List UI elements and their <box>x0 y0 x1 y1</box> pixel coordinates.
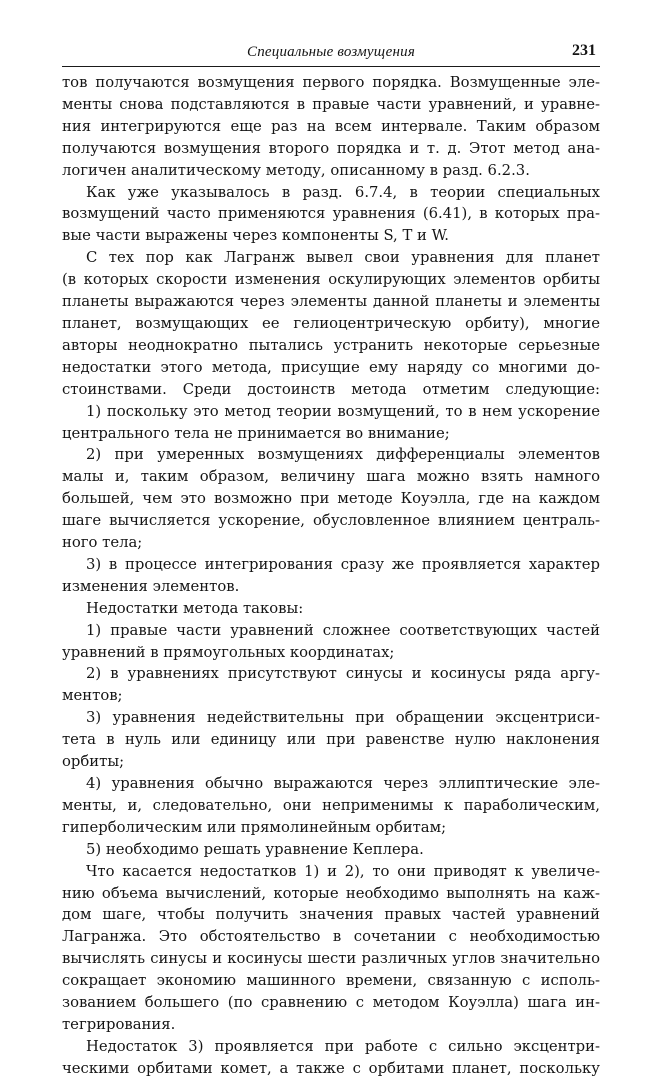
text-line: орбиты; <box>62 753 125 771</box>
text-line: (в которых скорости изменения оскулирующих элементов орбиты <box>62 271 600 289</box>
text-line: Как уже указывалось в разд. 6.7.4, в теории специальных <box>86 183 600 201</box>
text-line: зованием большего (по сравнению с методом Коуэлла) шага ин- <box>62 994 600 1012</box>
text-line: получаются возмущения второго порядка и т. д. Этот метод ана- <box>62 139 600 157</box>
text-line: вычислять синусы и косинусы шести различных углов значительно <box>62 950 600 968</box>
text-line: изменения элементов. <box>62 577 240 595</box>
text-line: недостатки этого метода, присущие ему наряду со многими до- <box>62 358 600 376</box>
running-title: Специальные возмущения <box>246 44 416 60</box>
text-line: тов получаются возмущения первого порядка. Возмущенные эле- <box>62 74 600 91</box>
text-line: Что касается недостатков 1) и 2), то они приводят к увеличе- <box>86 862 600 880</box>
text-line: 5) необходимо решать уравнение Кеплера. <box>86 840 424 858</box>
text-line: Недостаток 3) проявляется при работе с сильно эксцентри- <box>86 1037 600 1055</box>
text-line: 1) поскольку это метод теории возмущений, то в нем ускорение <box>86 402 600 420</box>
body-text <box>62 72 600 1080</box>
text-line: ного тела; <box>62 534 143 552</box>
text-line: планеты выражаются через элементы данной планеты и элементы <box>62 293 600 311</box>
text-line: 3) уравнения недействительны при обращении эксцентриси- <box>86 709 600 727</box>
text-line: 2) при умеренных возмущениях дифференциалы элементов <box>86 446 600 464</box>
text-line: 3) в процессе интегрирования сразу же проявляется характер <box>86 555 600 573</box>
text-line: ния интегрируются еще раз на всем интервале. Таким образом <box>62 117 600 135</box>
text-line: шаге вычисляется ускорение, обусловленное влиянием централь- <box>62 512 600 530</box>
text-line: гиперболическим или прямолинейным орбитам; <box>62 818 447 836</box>
text-line: тегрирования. <box>62 1015 176 1033</box>
text-line: вые части выражены через компоненты S, T и W. <box>62 227 449 245</box>
text-line: 4) уравнения обычно выражаются через эллиптические эле- <box>86 775 600 792</box>
text-line: малы и, таким образом, величину шага можно взять намного <box>62 468 600 486</box>
text-line: планет, возмущающих ее гелиоцентрическую орбиту), многие <box>62 314 600 332</box>
text-line: авторы неоднократно пытались устранить некоторые серьезные <box>62 336 600 354</box>
text-line: большей, чем это возможно при методе Коуэлла, где на каждом <box>62 490 600 508</box>
text-line: 2) в уравнениях присутствуют синусы и косинусы ряда аргу- <box>86 665 600 683</box>
text-line: 1) правые части уравнений сложнее соответствующих частей <box>86 621 600 639</box>
text-line: стоинствами. Среди достоинств метода отметим следующие: <box>62 380 600 398</box>
text-line: Лагранжа. Это обстоятельство в сочетании с необходимостью <box>62 928 600 946</box>
text-line: менты, и, следовательно, они неприменимы к параболическим, <box>62 796 600 814</box>
text-line: С тех пор как Лагранж вывел свои уравнения для планет <box>86 249 600 267</box>
text-line: логичен аналитическому методу, описанному в разд. 6.2.3. <box>62 161 530 179</box>
page-number: 231 <box>572 42 596 59</box>
text-line: нию объема вычислений, которые необходимо выполнять на каж- <box>62 884 600 902</box>
text-line: дом шаге, чтобы получить значения правых частей уравнений <box>62 906 600 924</box>
text-line: ческими орбитами комет, а также с орбитами планет, поскольку <box>62 1059 600 1077</box>
text-line: менты снова подставляются в правые части уравнений, и уравне- <box>62 95 600 113</box>
text-line: Недостатки метода таковы: <box>86 599 304 617</box>
text-line: центрального тела не принимается во внимание; <box>62 424 450 442</box>
text-line: возмущений часто применяются уравнения (6.41), в которых пра- <box>62 205 600 223</box>
text-line: тета в нуль или единицу или при равенстве нулю наклонения <box>62 731 600 749</box>
text-line: ментов; <box>62 687 123 705</box>
text-line: сокращает экономию машинного времени, связанную с исполь- <box>62 972 600 990</box>
page-header <box>62 40 600 67</box>
text-line: уравнений в прямоугольных координатах; <box>62 643 395 661</box>
